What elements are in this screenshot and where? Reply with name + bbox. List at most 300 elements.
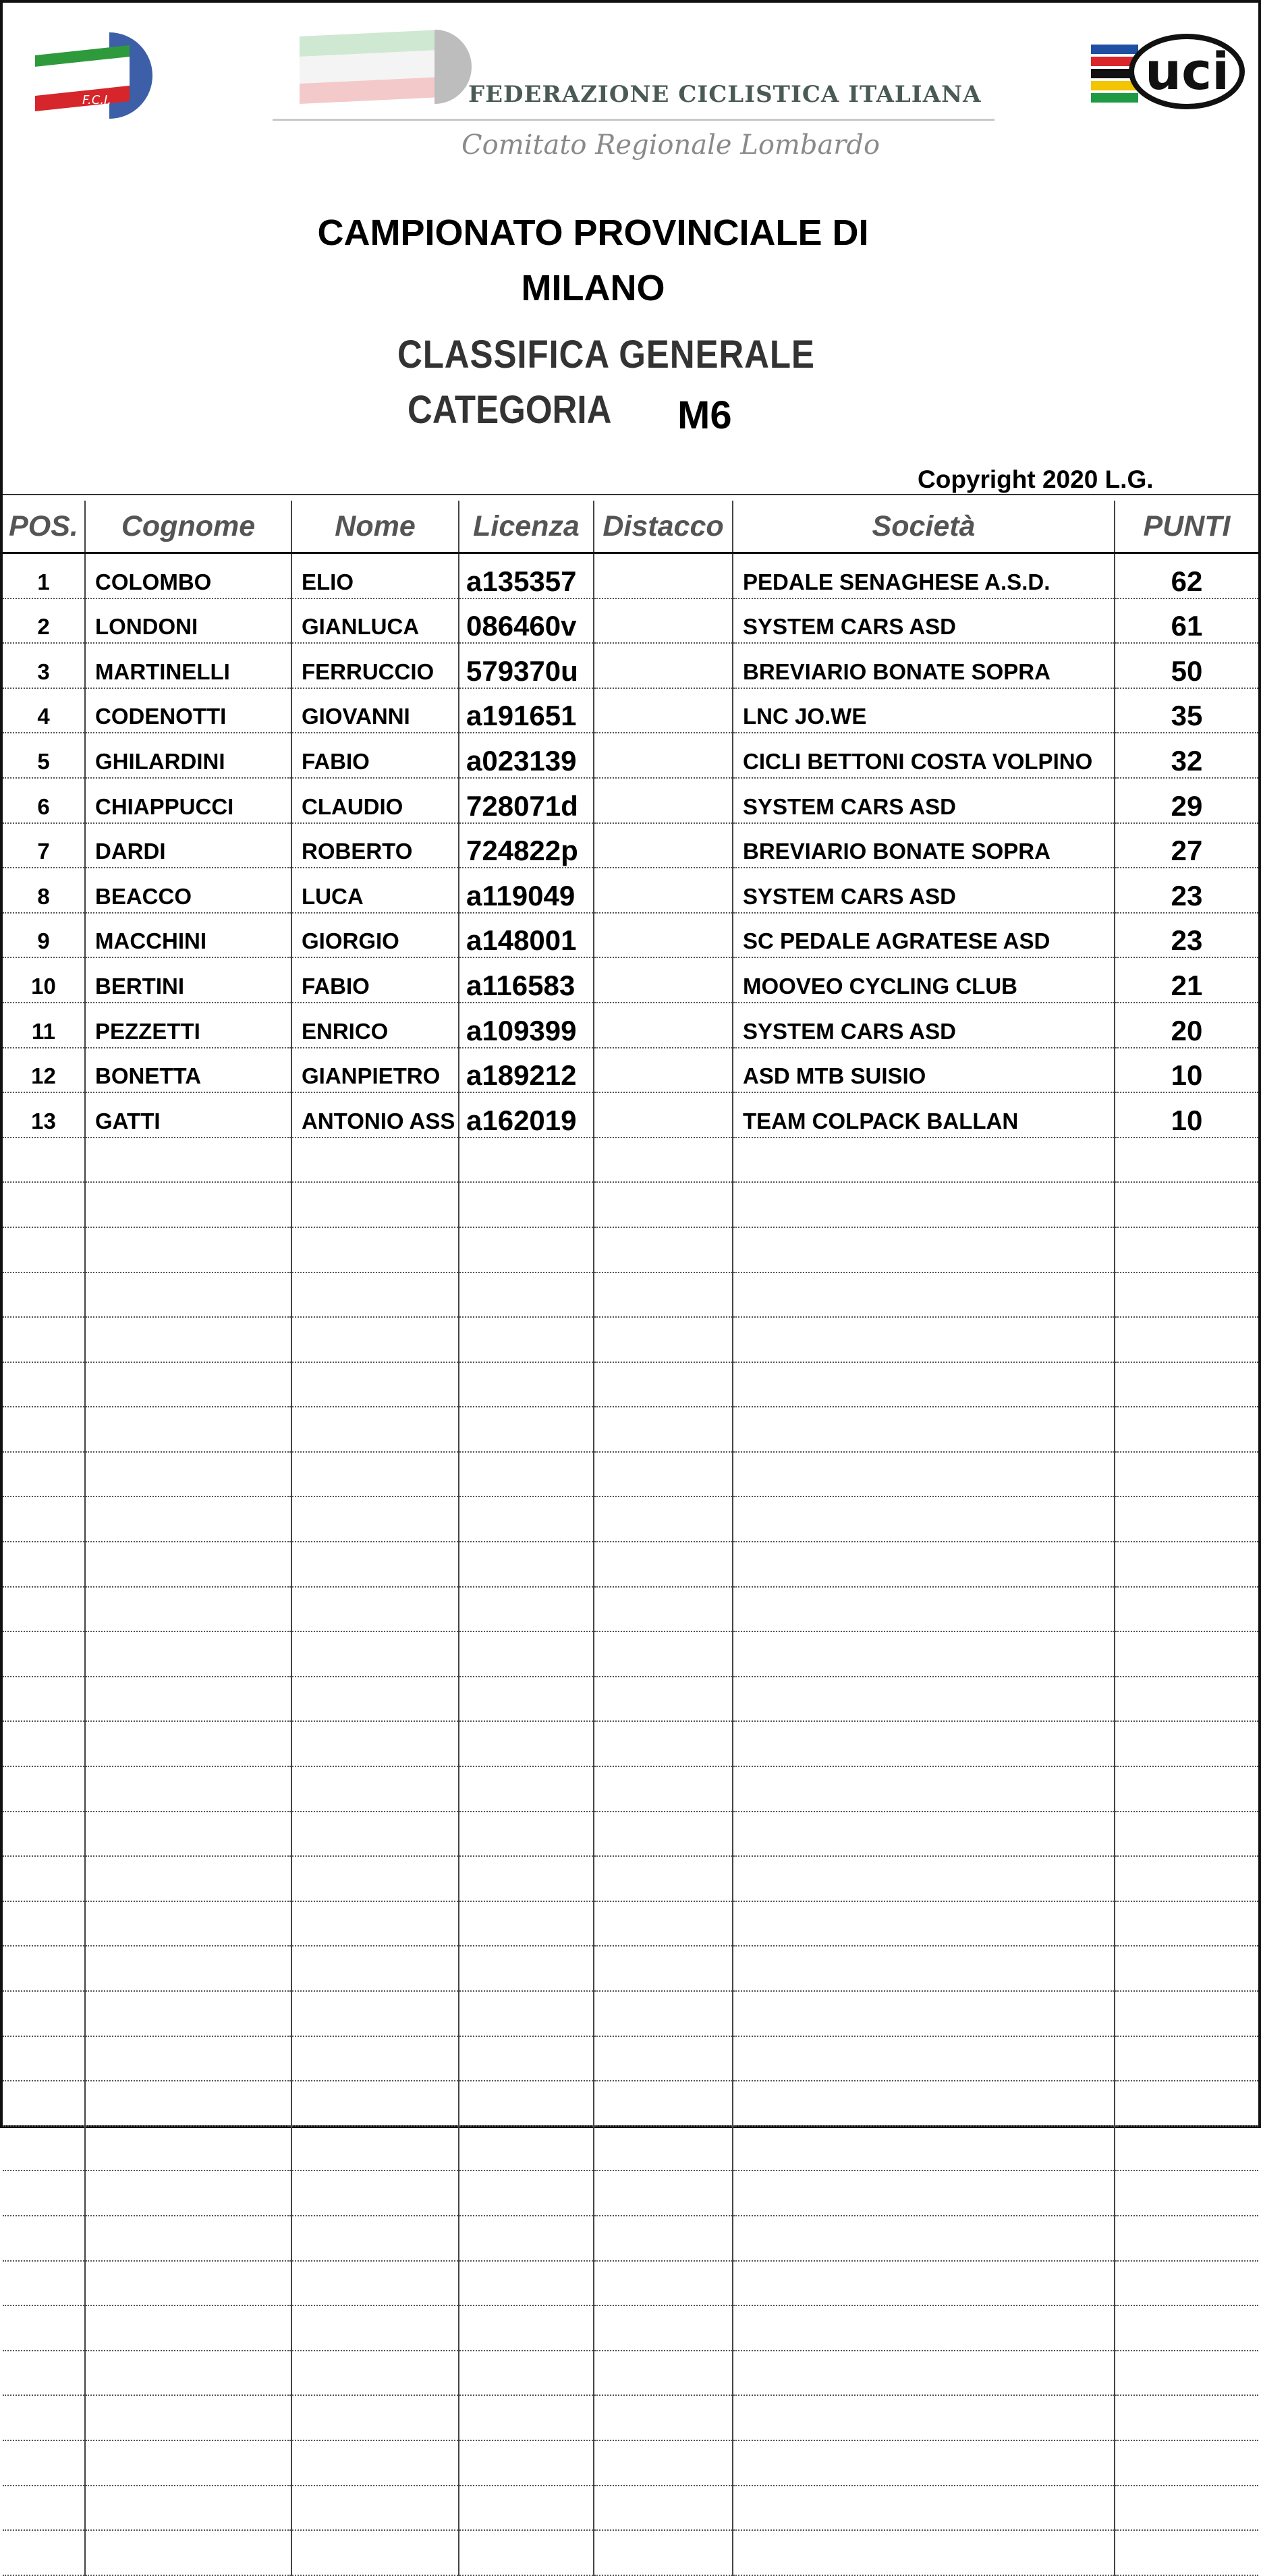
- cell-nome: GIANLUCA: [291, 598, 459, 644]
- cell-punti: [1115, 1272, 1258, 1318]
- cell-nome: [291, 1812, 459, 1857]
- cell-societa: [733, 2081, 1115, 2126]
- table-row: [3, 1003, 1258, 1048]
- cell-distacco: [594, 1542, 733, 1587]
- cell-nome: [291, 2126, 459, 2171]
- cell-nome: [291, 2395, 459, 2440]
- cell-nome: [291, 1317, 459, 1362]
- table-row: [3, 913, 1258, 958]
- ranking-table: [3, 501, 1258, 2576]
- cell-cognome: [85, 1227, 291, 1272]
- cell-pos: [3, 1362, 85, 1407]
- cell-punti: [1115, 2395, 1258, 2440]
- cell-pos: 12: [3, 1048, 85, 1093]
- category-value: M6: [677, 393, 732, 437]
- cell-distacco: [594, 733, 733, 778]
- cell-pos: [3, 2081, 85, 2126]
- cell-punti: [1115, 1317, 1258, 1362]
- cell-pos: [3, 2351, 85, 2396]
- cell-cognome: [85, 1272, 291, 1318]
- cell-distacco: [594, 2395, 733, 2440]
- cell-licenza: [459, 1587, 594, 1632]
- cell-cognome: [85, 2395, 291, 2440]
- cell-punti: [1115, 2216, 1258, 2261]
- cell-punti: [1115, 2081, 1258, 2126]
- cell-distacco: [594, 957, 733, 1003]
- cell-pos: [3, 1317, 85, 1362]
- cell-nome: CLAUDIO: [291, 778, 459, 823]
- cell-distacco: [594, 1048, 733, 1093]
- cell-punti: [1115, 1542, 1258, 1587]
- cell-punti: [1115, 2261, 1258, 2306]
- cell-cognome: [85, 1587, 291, 1632]
- uci-logo-text: uci: [1145, 41, 1230, 101]
- cell-pos: [3, 2530, 85, 2575]
- cell-distacco: [594, 1452, 733, 1497]
- cell-nome: [291, 2171, 459, 2216]
- cell-societa: [733, 1496, 1115, 1542]
- federation-emblem: [273, 23, 488, 111]
- cell-nome: [291, 1138, 459, 1183]
- cell-licenza: [459, 2216, 594, 2261]
- cell-licenza: [459, 2351, 594, 2396]
- cell-nome: [291, 1721, 459, 1766]
- cell-societa: [733, 1991, 1115, 2036]
- cell-distacco: [594, 2216, 733, 2261]
- cell-cognome: [85, 2530, 291, 2575]
- title-line-1: CAMPIONATO PROVINCIALE DI: [317, 213, 869, 253]
- cell-societa: [733, 1362, 1115, 1407]
- cell-cognome: PEZZETTI: [85, 1003, 291, 1048]
- cell-nome: [291, 2440, 459, 2486]
- federation-banner: [273, 23, 994, 161]
- cell-punti: 35: [1115, 688, 1258, 733]
- cell-punti: [1115, 1946, 1258, 1991]
- cell-distacco: [594, 2486, 733, 2531]
- table-row: [3, 688, 1258, 733]
- cell-societa: [733, 1138, 1115, 1183]
- cell-punti: 23: [1115, 868, 1258, 913]
- cell-nome: ROBERTO: [291, 823, 459, 868]
- header-nome: Nome: [291, 501, 459, 553]
- cell-pos: 7: [3, 823, 85, 868]
- cell-licenza: [459, 1946, 594, 1991]
- cell-societa: BREVIARIO BONATE SOPRA: [733, 823, 1115, 868]
- cell-cognome: [85, 1677, 291, 1722]
- empty-table-row: [3, 1946, 1258, 1991]
- cell-distacco: [594, 2305, 733, 2351]
- cell-licenza: [459, 1991, 594, 2036]
- cell-societa: [733, 1452, 1115, 1497]
- empty-table-row: [3, 2126, 1258, 2171]
- cell-nome: FERRUCCIO: [291, 643, 459, 688]
- cell-licenza: [459, 1227, 594, 1272]
- empty-table-row: [3, 1721, 1258, 1766]
- cell-pos: [3, 1182, 85, 1227]
- cell-cognome: [85, 1721, 291, 1766]
- cell-licenza: 086460v: [459, 598, 594, 644]
- header-licenza: Licenza: [459, 501, 594, 553]
- cell-cognome: [85, 2036, 291, 2081]
- cell-licenza: [459, 1182, 594, 1227]
- empty-table-row: [3, 1856, 1258, 1901]
- cell-nome: [291, 2081, 459, 2126]
- cell-cognome: [85, 1631, 291, 1677]
- cell-distacco: [594, 598, 733, 644]
- empty-table-row: [3, 2395, 1258, 2440]
- cell-societa: [733, 1272, 1115, 1318]
- empty-table-row: [3, 1991, 1258, 2036]
- empty-table-row: [3, 1452, 1258, 1497]
- cell-punti: [1115, 1677, 1258, 1722]
- table-row: [3, 778, 1258, 823]
- cell-nome: [291, 1631, 459, 1677]
- cell-punti: [1115, 1812, 1258, 1857]
- cell-societa: [733, 1407, 1115, 1452]
- cell-pos: [3, 1542, 85, 1587]
- cell-cognome: MARTINELLI: [85, 643, 291, 688]
- cell-pos: 13: [3, 1092, 85, 1138]
- empty-table-row: [3, 2530, 1258, 2575]
- cell-distacco: [594, 1317, 733, 1362]
- cell-punti: [1115, 1721, 1258, 1766]
- cell-punti: 29: [1115, 778, 1258, 823]
- cell-punti: 61: [1115, 598, 1258, 644]
- cell-punti: [1115, 2530, 1258, 2575]
- cell-societa: [733, 1856, 1115, 1901]
- cell-punti: 32: [1115, 733, 1258, 778]
- cell-licenza: a148001: [459, 913, 594, 958]
- cell-pos: [3, 1272, 85, 1318]
- cell-societa: [733, 1317, 1115, 1362]
- cell-licenza: [459, 2395, 594, 2440]
- cell-societa: PEDALE SENAGHESE A.S.D.: [733, 553, 1115, 598]
- cell-nome: [291, 1496, 459, 1542]
- cell-pos: [3, 2126, 85, 2171]
- cell-distacco: [594, 1407, 733, 1452]
- cell-pos: 5: [3, 733, 85, 778]
- cell-licenza: [459, 1452, 594, 1497]
- cell-distacco: [594, 1856, 733, 1901]
- empty-table-row: [3, 1182, 1258, 1227]
- cell-punti: 10: [1115, 1092, 1258, 1138]
- cell-distacco: [594, 1677, 733, 1722]
- cell-pos: 6: [3, 778, 85, 823]
- cell-cognome: [85, 2126, 291, 2171]
- cell-nome: FABIO: [291, 733, 459, 778]
- table-row: [3, 733, 1258, 778]
- cell-nome: [291, 1677, 459, 1722]
- cell-nome: [291, 1182, 459, 1227]
- cell-licenza: [459, 1677, 594, 1722]
- cell-pos: 11: [3, 1003, 85, 1048]
- empty-table-row: [3, 2036, 1258, 2081]
- cell-societa: BREVIARIO BONATE SOPRA: [733, 643, 1115, 688]
- empty-table-row: [3, 1138, 1258, 1183]
- cell-punti: [1115, 1631, 1258, 1677]
- cell-distacco: [594, 1901, 733, 1947]
- cell-licenza: [459, 2126, 594, 2171]
- cell-licenza: a189212: [459, 1048, 594, 1093]
- cell-societa: TEAM COLPACK BALLAN: [733, 1092, 1115, 1138]
- cell-distacco: [594, 1227, 733, 1272]
- cell-societa: SYSTEM CARS ASD: [733, 1003, 1115, 1048]
- cell-distacco: [594, 778, 733, 823]
- cell-pos: 8: [3, 868, 85, 913]
- table-row: [3, 823, 1258, 868]
- cell-licenza: [459, 2305, 594, 2351]
- cell-distacco: [594, 2440, 733, 2486]
- cell-cognome: CODENOTTI: [85, 688, 291, 733]
- cell-licenza: [459, 1496, 594, 1542]
- cell-punti: [1115, 1138, 1258, 1183]
- fci-logo: [28, 28, 184, 123]
- cell-pos: [3, 1587, 85, 1632]
- cell-licenza: [459, 1631, 594, 1677]
- cell-cognome: [85, 2305, 291, 2351]
- cell-pos: [3, 1677, 85, 1722]
- cell-cognome: [85, 1362, 291, 1407]
- empty-table-row: [3, 2261, 1258, 2306]
- cell-societa: [733, 2036, 1115, 2081]
- cell-cognome: CHIAPPUCCI: [85, 778, 291, 823]
- cell-societa: [733, 1587, 1115, 1632]
- cell-distacco: [594, 643, 733, 688]
- cell-societa: [733, 1766, 1115, 1812]
- cell-societa: SYSTEM CARS ASD: [733, 598, 1115, 644]
- document-header: [3, 3, 1258, 495]
- cell-societa: SYSTEM CARS ASD: [733, 778, 1115, 823]
- header-societa: Società: [733, 501, 1115, 553]
- cell-pos: 2: [3, 598, 85, 644]
- cell-nome: [291, 1856, 459, 1901]
- cell-licenza: [459, 1856, 594, 1901]
- cell-distacco: [594, 2171, 733, 2216]
- cell-cognome: BERTINI: [85, 957, 291, 1003]
- header-pos: POS.: [3, 501, 85, 553]
- cell-licenza: a109399: [459, 1003, 594, 1048]
- cell-distacco: [594, 1003, 733, 1048]
- empty-table-row: [3, 2486, 1258, 2531]
- cell-licenza: [459, 1812, 594, 1857]
- federation-divider: [273, 119, 994, 121]
- cell-pos: [3, 2440, 85, 2486]
- cell-nome: [291, 1901, 459, 1947]
- cell-societa: [733, 1946, 1115, 1991]
- committee-name: Comitato Regionale Lombardo: [461, 130, 880, 161]
- cell-societa: SYSTEM CARS ASD: [733, 868, 1115, 913]
- cell-distacco: [594, 2530, 733, 2575]
- cell-societa: [733, 1631, 1115, 1677]
- cell-pos: 1: [3, 553, 85, 598]
- cell-punti: 50: [1115, 643, 1258, 688]
- federation-name: FEDERAZIONE CICLISTICA ITALIANA: [468, 81, 982, 108]
- cell-licenza: [459, 2171, 594, 2216]
- cell-cognome: [85, 2216, 291, 2261]
- cell-societa: CICLI BETTONI COSTA VOLPINO: [733, 733, 1115, 778]
- cell-nome: GIANPIETRO: [291, 1048, 459, 1093]
- cell-pos: [3, 2216, 85, 2261]
- cell-pos: 9: [3, 913, 85, 958]
- cell-distacco: [594, 1766, 733, 1812]
- cell-distacco: [594, 868, 733, 913]
- cell-licenza: [459, 2440, 594, 2486]
- cell-licenza: [459, 1138, 594, 1183]
- table-body: [3, 553, 1258, 2575]
- cell-punti: [1115, 1587, 1258, 1632]
- table-row: [3, 957, 1258, 1003]
- cell-distacco: [594, 2126, 733, 2171]
- cell-societa: [733, 2530, 1115, 2575]
- cell-punti: [1115, 1991, 1258, 2036]
- cell-nome: [291, 1452, 459, 1497]
- cell-punti: 27: [1115, 823, 1258, 868]
- header-cognome: Cognome: [85, 501, 291, 553]
- cell-licenza: a119049: [459, 868, 594, 913]
- cell-distacco: [594, 1362, 733, 1407]
- cell-licenza: [459, 1407, 594, 1452]
- cell-societa: SC PEDALE AGRATESE ASD: [733, 913, 1115, 958]
- cell-distacco: [594, 2081, 733, 2126]
- cell-societa: [733, 1901, 1115, 1947]
- cell-punti: [1115, 1856, 1258, 1901]
- cell-distacco: [594, 553, 733, 598]
- cell-distacco: [594, 1812, 733, 1857]
- cell-societa: [733, 2216, 1115, 2261]
- table-header-row: [3, 501, 1258, 553]
- cell-pos: 3: [3, 643, 85, 688]
- cell-cognome: COLOMBO: [85, 553, 291, 598]
- cell-nome: LUCA: [291, 868, 459, 913]
- cell-pos: [3, 1452, 85, 1497]
- empty-table-row: [3, 2216, 1258, 2261]
- cell-distacco: [594, 2036, 733, 2081]
- cell-cognome: DARDI: [85, 823, 291, 868]
- cell-distacco: [594, 2261, 733, 2306]
- cell-licenza: [459, 2081, 594, 2126]
- cell-distacco: [594, 688, 733, 733]
- cell-societa: [733, 2351, 1115, 2396]
- cell-licenza: a023139: [459, 733, 594, 778]
- cell-punti: [1115, 2036, 1258, 2081]
- empty-table-row: [3, 2081, 1258, 2126]
- cell-pos: [3, 1227, 85, 1272]
- cell-nome: [291, 1407, 459, 1452]
- cell-distacco: [594, 1587, 733, 1632]
- cell-distacco: [594, 1946, 733, 1991]
- cell-societa: [733, 1677, 1115, 1722]
- cell-licenza: [459, 2486, 594, 2531]
- cell-pos: [3, 1766, 85, 1812]
- cell-pos: [3, 1496, 85, 1542]
- cell-punti: [1115, 1182, 1258, 1227]
- cell-distacco: [594, 1182, 733, 1227]
- cell-pos: [3, 1856, 85, 1901]
- cell-cognome: [85, 1182, 291, 1227]
- cell-licenza: a191651: [459, 688, 594, 733]
- cell-punti: [1115, 2305, 1258, 2351]
- cell-pos: [3, 2395, 85, 2440]
- cell-nome: [291, 1946, 459, 1991]
- cell-punti: [1115, 2486, 1258, 2531]
- cell-punti: 20: [1115, 1003, 1258, 1048]
- empty-table-row: [3, 1227, 1258, 1272]
- cell-nome: GIORGIO: [291, 913, 459, 958]
- cell-pos: [3, 1901, 85, 1947]
- cell-cognome: [85, 1542, 291, 1587]
- empty-table-row: [3, 1631, 1258, 1677]
- cell-pos: [3, 2486, 85, 2531]
- empty-table-row: [3, 1407, 1258, 1452]
- cell-punti: [1115, 1766, 1258, 1812]
- cell-pos: [3, 1721, 85, 1766]
- cell-societa: [733, 1227, 1115, 1272]
- cell-punti: 10: [1115, 1048, 1258, 1093]
- cell-pos: 10: [3, 957, 85, 1003]
- cell-societa: [733, 2395, 1115, 2440]
- cell-societa: [733, 2305, 1115, 2351]
- cell-punti: [1115, 1496, 1258, 1542]
- cell-societa: [733, 2126, 1115, 2171]
- empty-table-row: [3, 1542, 1258, 1587]
- cell-distacco: [594, 1092, 733, 1138]
- cell-societa: [733, 1721, 1115, 1766]
- cell-punti: [1115, 1901, 1258, 1947]
- cell-licenza: 724822p: [459, 823, 594, 868]
- cell-nome: [291, 1227, 459, 1272]
- cell-cognome: [85, 2261, 291, 2306]
- cell-licenza: [459, 1542, 594, 1587]
- cell-licenza: [459, 1721, 594, 1766]
- cell-societa: [733, 1182, 1115, 1227]
- cell-cognome: [85, 2171, 291, 2216]
- cell-licenza: [459, 2261, 594, 2306]
- cell-nome: [291, 1362, 459, 1407]
- empty-table-row: [3, 1901, 1258, 1947]
- cell-cognome: [85, 2081, 291, 2126]
- cell-licenza: a135357: [459, 553, 594, 598]
- cell-nome: ELIO: [291, 553, 459, 598]
- header-distacco: Distacco: [594, 501, 733, 553]
- cell-punti: [1115, 1362, 1258, 1407]
- table-row: [3, 1048, 1258, 1093]
- cell-cognome: MACCHINI: [85, 913, 291, 958]
- cell-cognome: [85, 1766, 291, 1812]
- cell-nome: [291, 2305, 459, 2351]
- title-line-2: MILANO: [521, 268, 665, 308]
- cell-nome: FABIO: [291, 957, 459, 1003]
- cell-punti: 21: [1115, 957, 1258, 1003]
- cell-distacco: [594, 1496, 733, 1542]
- table-row: [3, 868, 1258, 913]
- cell-nome: [291, 2261, 459, 2306]
- empty-table-row: [3, 1272, 1258, 1318]
- cell-distacco: [594, 1991, 733, 2036]
- cell-nome: [291, 2530, 459, 2575]
- cell-pos: [3, 1946, 85, 1991]
- cell-punti: [1115, 1407, 1258, 1452]
- category-label: CATEGORIA: [408, 388, 612, 432]
- cell-punti: 62: [1115, 553, 1258, 598]
- cell-cognome: [85, 1138, 291, 1183]
- cell-cognome: BONETTA: [85, 1048, 291, 1093]
- table-row: [3, 553, 1258, 598]
- cell-licenza: [459, 2036, 594, 2081]
- cell-nome: [291, 2036, 459, 2081]
- page-title: [259, 205, 927, 316]
- empty-table-row: [3, 1677, 1258, 1722]
- cell-societa: [733, 2486, 1115, 2531]
